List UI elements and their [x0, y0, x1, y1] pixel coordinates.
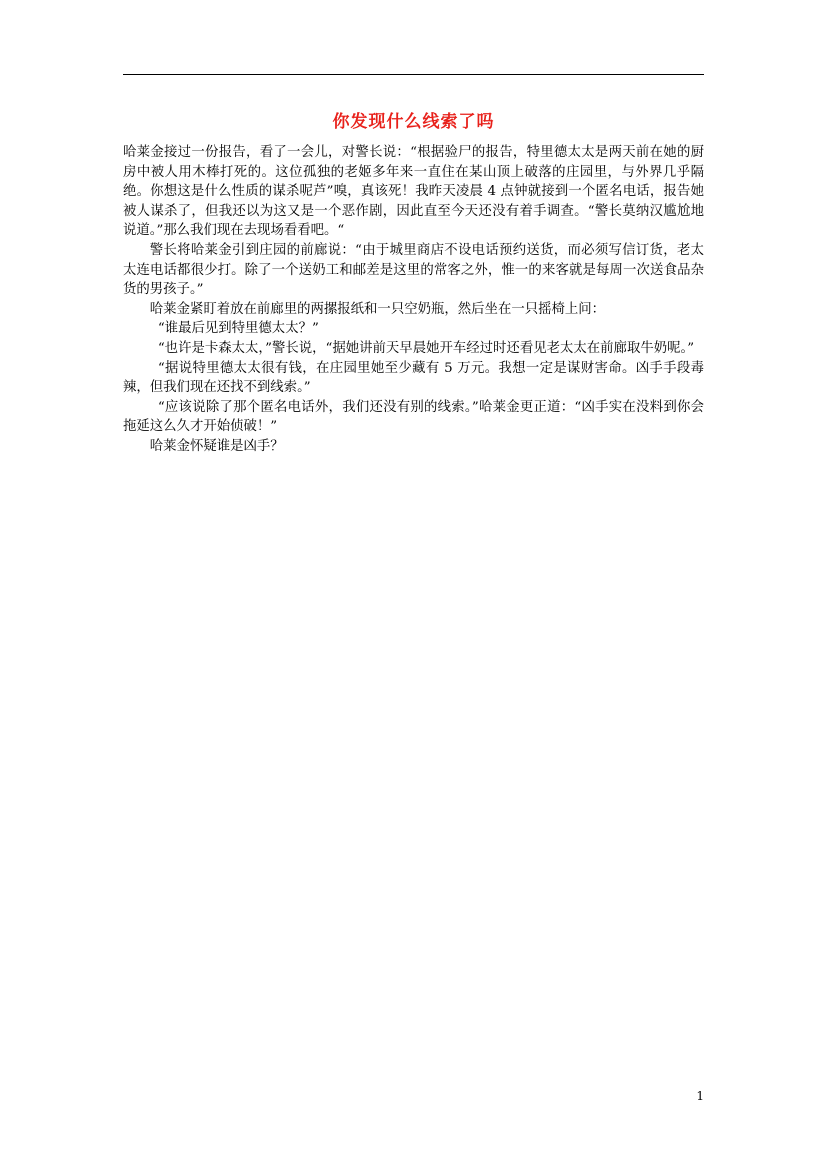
paragraph-3: 哈莱金紧盯着放在前廊里的两摞报纸和一只空奶瓶，然后坐在一只摇椅上问：: [149, 301, 606, 317]
paragraph-5: “也许是卡森太太，”警长说，“据她讲前天早晨她开车经过时还看见老太太在前廊取牛奶呢。”: [157, 340, 695, 356]
paragraph-1: 哈莱金接过一份报告，看了一会儿，对警长说：“根据验尸的报告，特里德太太是两天前在她的厨房中被人用木棒打死的。这位孤独的老姬多年来一直住在某山顶上破落的庄园里，与外界几乎隔绝。你想这是什么性质的谋杀呢芦”嗅，真该死！我昨天凌晨 4 点钟就接到一个匿名电话，报告她被人谋杀了，但我还以为这又是一个恶作剧，因此直至今天还没有着手调查。“警长莫纳汉尴尬地说道。”那么我们现在去现场看看吧。“: [123, 145, 704, 239]
paragraph-2: 警长将哈莱金引到庄园的前廊说：“由于城里商店不设电话预约送货，而必须写信订货，老太太连电话都很少打。除了一个送奶工和邮差是这里的常客之外，惟一的来客就是每周一次送食品杂货的男孩子。”: [123, 242, 704, 298]
document-body: [123, 143, 704, 457]
paragraph-8: 哈莱金怀疑谁是凶手？: [149, 438, 284, 454]
paragraph-6: “据说特里德太太很有钱，在庄园里她至少藏有 5 万元。我想一定是谋财害命。凶手手段毒辣，但我们现在还找不到线索。”: [123, 360, 704, 396]
document-title: 你发现什么线索了吗: [332, 112, 495, 132]
paragraph-7: “应该说除了那个匿名电话外，我们还没有别的线索。”哈莱金更正道：“凶手实在没料到你会拖延这么久才开始侦破！”: [123, 399, 704, 435]
header-rule: [123, 74, 704, 75]
page-number: 1: [696, 1089, 704, 1103]
paragraph-4: “谁最后见到特里德太太？”: [157, 321, 319, 337]
